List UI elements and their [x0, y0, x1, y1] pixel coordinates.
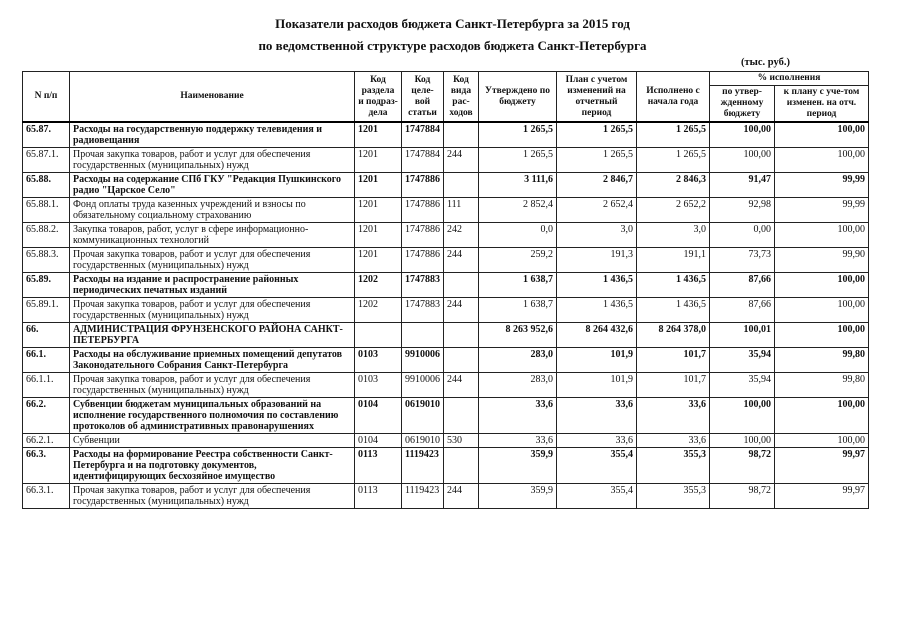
row-executed: 1 436,5 — [637, 273, 710, 298]
row-statia: 9910006 — [402, 373, 444, 398]
row-statia: 1119423 — [402, 484, 444, 509]
row-approved: 33,6 — [479, 434, 557, 448]
row-statia: 1747883 — [402, 298, 444, 323]
row-executed: 101,7 — [637, 373, 710, 398]
row-executed: 33,6 — [637, 434, 710, 448]
row-approved: 2 852,4 — [479, 198, 557, 223]
row-plan: 1 265,5 — [557, 148, 637, 173]
row-pct-plan: 99,97 — [775, 484, 869, 509]
row-approved: 8 263 952,6 — [479, 323, 557, 348]
header-name: Наименование — [70, 72, 355, 123]
table-row — [23, 223, 869, 248]
row-num: 65.88.3. — [23, 248, 70, 273]
row-name: Прочая закупка товаров, работ и услуг для обеспечения государственных (муниципальных) нужд — [70, 298, 355, 323]
table-row — [23, 173, 869, 198]
row-num: 66.2.1. — [23, 434, 70, 448]
table-row — [23, 148, 869, 173]
row-statia: 9910006 — [402, 348, 444, 373]
row-vid: 244 — [444, 248, 479, 273]
row-name: Субвенции — [70, 434, 355, 448]
row-name: АДМИНИСТРАЦИЯ ФРУНЗЕНСКОГО РАЙОНА САНКТ-ПЕТЕРБУРГА — [70, 323, 355, 348]
row-plan: 355,4 — [557, 448, 637, 484]
row-statia: 1747886 — [402, 223, 444, 248]
header-pct-plan: к плану с уче-том изменен. на отч. период — [775, 86, 869, 123]
row-plan: 33,6 — [557, 434, 637, 448]
budget-table — [22, 71, 869, 509]
row-num: 65.88.1. — [23, 198, 70, 223]
row-pct-budget: 100,01 — [710, 323, 775, 348]
row-statia: 1747886 — [402, 173, 444, 198]
row-razdel: 1201 — [355, 122, 402, 148]
document-subtitle: по ведомственной структуре расходов бюджета Санкт-Петербурга — [258, 38, 647, 53]
row-pct-budget: 92,98 — [710, 198, 775, 223]
row-executed: 33,6 — [637, 398, 710, 434]
header-razdel: Код раздела и подраз-дела — [355, 72, 402, 123]
row-plan: 101,9 — [557, 373, 637, 398]
row-num: 65.89.1. — [23, 298, 70, 323]
table-row — [23, 484, 869, 509]
row-name: Расходы на государственную поддержку телевидения и радиовещания — [70, 122, 355, 148]
document-title: Показатели расходов бюджета Санкт-Петербурга за 2015 год — [275, 16, 630, 31]
row-pct-budget: 100,00 — [710, 434, 775, 448]
row-pct-budget: 35,94 — [710, 348, 775, 373]
row-statia: 0619010 — [402, 434, 444, 448]
table-row — [23, 273, 869, 298]
row-name: Расходы на содержание СПб ГКУ "Редакция Пушкинского радио "Царское Село" — [70, 173, 355, 198]
row-approved: 3 111,6 — [479, 173, 557, 198]
row-pct-plan: 99,99 — [775, 198, 869, 223]
row-pct-budget: 0,00 — [710, 223, 775, 248]
table-row — [23, 434, 869, 448]
row-vid — [444, 398, 479, 434]
row-vid: 530 — [444, 434, 479, 448]
row-approved: 1 638,7 — [479, 273, 557, 298]
header-statia: Код целе-вой статьи — [402, 72, 444, 123]
row-plan: 33,6 — [557, 398, 637, 434]
row-pct-plan: 100,00 — [775, 323, 869, 348]
table-row — [23, 122, 869, 148]
row-pct-budget: 87,66 — [710, 298, 775, 323]
row-approved: 33,6 — [479, 398, 557, 434]
row-plan: 1 265,5 — [557, 122, 637, 148]
row-vid — [444, 122, 479, 148]
row-executed: 2 652,2 — [637, 198, 710, 223]
row-statia — [402, 323, 444, 348]
row-executed: 1 265,5 — [637, 148, 710, 173]
row-name: Расходы на формирование Реестра собственности Санкт-Петербурга и на подготовку документов, идентифицирующих бесхозяйное имущество — [70, 448, 355, 484]
units-note: (тыс. руб.) — [741, 57, 790, 68]
row-executed: 101,7 — [637, 348, 710, 373]
row-name: Закупка товаров, работ, услуг в сфере информационно-коммуникационных технологий — [70, 223, 355, 248]
row-razdel: 1201 — [355, 173, 402, 198]
row-approved: 359,9 — [479, 484, 557, 509]
row-approved: 1 265,5 — [479, 148, 557, 173]
row-approved: 0,0 — [479, 223, 557, 248]
row-pct-plan: 99,90 — [775, 248, 869, 273]
row-vid — [444, 173, 479, 198]
row-executed: 355,3 — [637, 448, 710, 484]
row-statia: 1747884 — [402, 148, 444, 173]
row-pct-plan: 100,00 — [775, 398, 869, 434]
row-pct-plan: 99,97 — [775, 448, 869, 484]
row-pct-plan: 100,00 — [775, 148, 869, 173]
row-pct-plan: 100,00 — [775, 122, 869, 148]
row-statia: 0619010 — [402, 398, 444, 434]
row-executed: 2 846,3 — [637, 173, 710, 198]
row-executed: 1 436,5 — [637, 298, 710, 323]
header-plan: План с учетом изменений на отчетный период — [557, 72, 637, 123]
row-razdel: 1202 — [355, 298, 402, 323]
row-razdel — [355, 323, 402, 348]
row-plan: 355,4 — [557, 484, 637, 509]
row-approved: 283,0 — [479, 348, 557, 373]
row-name: Расходы на издание и распространение районных периодических печатных изданий — [70, 273, 355, 298]
row-vid: 244 — [444, 148, 479, 173]
table-row — [23, 298, 869, 323]
row-statia: 1119423 — [402, 448, 444, 484]
row-statia: 1747886 — [402, 248, 444, 273]
row-num: 66.1.1. — [23, 373, 70, 398]
row-plan: 1 436,5 — [557, 273, 637, 298]
row-pct-budget: 100,00 — [710, 398, 775, 434]
row-vid: 244 — [444, 298, 479, 323]
row-razdel: 0113 — [355, 484, 402, 509]
row-approved: 283,0 — [479, 373, 557, 398]
row-razdel: 0104 — [355, 434, 402, 448]
table-row — [23, 248, 869, 273]
row-razdel: 0103 — [355, 373, 402, 398]
row-pct-budget: 87,66 — [710, 273, 775, 298]
row-num: 65.89. — [23, 273, 70, 298]
header-approved: Утверждено по бюджету — [479, 72, 557, 123]
row-approved: 1 265,5 — [479, 122, 557, 148]
row-approved: 1 638,7 — [479, 298, 557, 323]
row-executed: 355,3 — [637, 484, 710, 509]
row-razdel: 0113 — [355, 448, 402, 484]
row-vid: 244 — [444, 373, 479, 398]
row-num: 65.88. — [23, 173, 70, 198]
row-executed: 3,0 — [637, 223, 710, 248]
row-pct-plan: 100,00 — [775, 223, 869, 248]
header-num: N п/п — [23, 72, 70, 123]
row-pct-plan: 99,99 — [775, 173, 869, 198]
row-name: Субвенции бюджетам муниципальных образований на исполнение государственного полномочия по составлению протоколов об административных правонарушениях — [70, 398, 355, 434]
row-plan: 2 652,4 — [557, 198, 637, 223]
row-num: 65.87.1. — [23, 148, 70, 173]
row-approved: 259,2 — [479, 248, 557, 273]
row-statia: 1747884 — [402, 122, 444, 148]
header-vid: Код вида рас-ходов — [444, 72, 479, 123]
row-num: 66.1. — [23, 348, 70, 373]
row-vid — [444, 348, 479, 373]
row-vid — [444, 273, 479, 298]
row-pct-budget: 100,00 — [710, 122, 775, 148]
row-approved: 359,9 — [479, 448, 557, 484]
row-pct-budget: 73,73 — [710, 248, 775, 273]
row-num: 66.2. — [23, 398, 70, 434]
row-name: Прочая закупка товаров, работ и услуг для обеспечения государственных (муниципальных) нужд — [70, 248, 355, 273]
row-pct-plan: 100,00 — [775, 434, 869, 448]
row-vid — [444, 448, 479, 484]
table-row — [23, 323, 869, 348]
row-razdel: 0104 — [355, 398, 402, 434]
row-name: Расходы на обслуживание приемных помещений депутатов Законодательного Собрания Санкт-Петербурга — [70, 348, 355, 373]
row-plan: 8 264 432,6 — [557, 323, 637, 348]
row-plan: 191,3 — [557, 248, 637, 273]
row-statia: 1747883 — [402, 273, 444, 298]
row-razdel: 0103 — [355, 348, 402, 373]
row-pct-budget: 91,47 — [710, 173, 775, 198]
row-executed: 1 265,5 — [637, 122, 710, 148]
row-num: 66.3.1. — [23, 484, 70, 509]
row-vid: 244 — [444, 484, 479, 509]
row-executed: 8 264 378,0 — [637, 323, 710, 348]
row-vid: 111 — [444, 198, 479, 223]
row-razdel: 1201 — [355, 223, 402, 248]
table-row — [23, 198, 869, 223]
row-razdel: 1202 — [355, 273, 402, 298]
row-plan: 2 846,7 — [557, 173, 637, 198]
table-row — [23, 373, 869, 398]
row-pct-budget: 100,00 — [710, 148, 775, 173]
row-name: Прочая закупка товаров, работ и услуг для обеспечения государственных (муниципальных) нужд — [70, 484, 355, 509]
row-pct-budget: 98,72 — [710, 484, 775, 509]
row-pct-plan: 100,00 — [775, 298, 869, 323]
row-razdel: 1201 — [355, 198, 402, 223]
row-vid — [444, 323, 479, 348]
row-pct-budget: 35,94 — [710, 373, 775, 398]
table-row — [23, 348, 869, 373]
row-plan: 3,0 — [557, 223, 637, 248]
row-pct-plan: 99,80 — [775, 348, 869, 373]
row-razdel: 1201 — [355, 248, 402, 273]
row-razdel: 1201 — [355, 148, 402, 173]
row-name: Фонд оплаты труда казенных учреждений и взносы по обязательному социальному страхованию — [70, 198, 355, 223]
table-row — [23, 448, 869, 484]
row-num: 66.3. — [23, 448, 70, 484]
table-row — [23, 398, 869, 434]
row-executed: 191,1 — [637, 248, 710, 273]
row-plan: 101,9 — [557, 348, 637, 373]
row-num: 65.87. — [23, 122, 70, 148]
row-vid: 242 — [444, 223, 479, 248]
row-pct-plan: 100,00 — [775, 273, 869, 298]
row-num: 66. — [23, 323, 70, 348]
row-statia: 1747886 — [402, 198, 444, 223]
row-plan: 1 436,5 — [557, 298, 637, 323]
header-executed: Исполнено с начала года — [637, 72, 710, 123]
row-num: 65.88.2. — [23, 223, 70, 248]
row-name: Прочая закупка товаров, работ и услуг для обеспечения государственных (муниципальных) нужд — [70, 148, 355, 173]
row-pct-budget: 98,72 — [710, 448, 775, 484]
header-percent-group: % исполнения — [710, 72, 869, 86]
header-pct-budget: по утвер-жденному бюджету — [710, 86, 775, 123]
row-name: Прочая закупка товаров, работ и услуг для обеспечения государственных (муниципальных) нужд — [70, 373, 355, 398]
row-pct-plan: 99,80 — [775, 373, 869, 398]
